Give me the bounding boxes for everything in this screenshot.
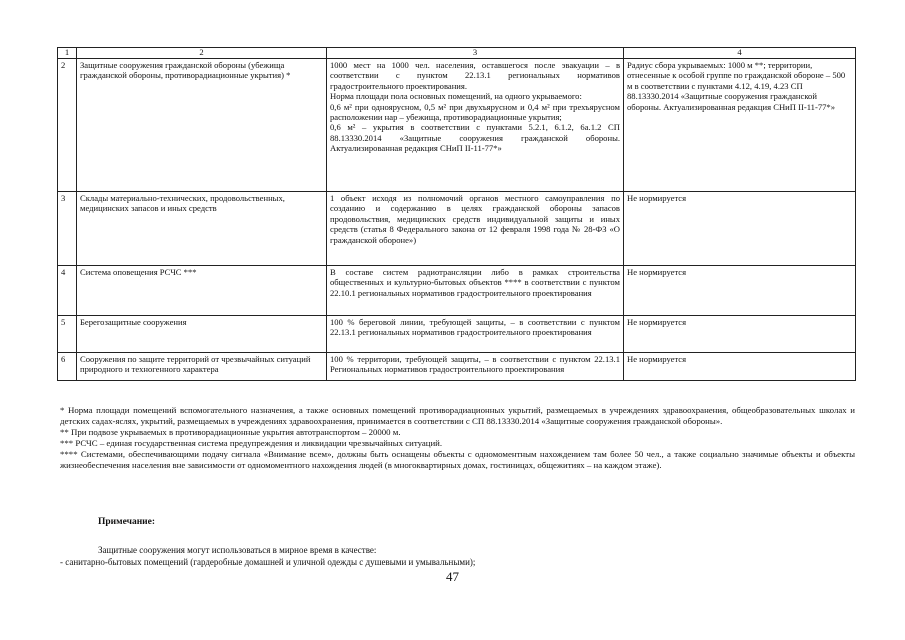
table-row xyxy=(58,59,856,192)
header-cell: 2 xyxy=(77,48,327,59)
radius-cell: Не нормируется xyxy=(624,316,856,353)
row-number: 2 xyxy=(58,59,77,192)
facility-name: Склады материально-технических, продовольственных, медицинских запасов и иных средств xyxy=(77,192,327,266)
header-row xyxy=(58,48,856,59)
row-number: 3 xyxy=(58,192,77,266)
norm-paragraph: Норма площади пола основных помещений, на одного укрываемого: xyxy=(330,91,582,102)
facility-name: Защитные сооружения гражданской обороны (убежища гражданской обороны, противорадиационные укрытия) * xyxy=(77,59,327,192)
row-number: 6 xyxy=(58,353,77,381)
norm-paragraph: 100 % территории, требующей защиты, – в соответствии с пунктом 22.13.1 Региональных нормативов градостроительного проектирования xyxy=(330,354,620,375)
table-row xyxy=(58,316,856,353)
header-cell: 4 xyxy=(624,48,856,59)
table-row xyxy=(58,266,856,316)
radius-cell: Радиус сбора укрываемых: 1000 м **; территории, отнесенные к особой группе по гражданской обороне – 500 м в соответствии с пунктами 4.12, 4.19, 4.23 СП 88.13330.2014 «Защитные сооружения гражданской обороны. Актуализированная редакция СНиП II-11-77*» xyxy=(624,59,856,192)
norm-paragraph: 1000 мест на 1000 чел. населения, оставшегося после эвакуации – в соответствии с пунктом 22.13.1 региональных нормативов градостроительного проектирования. xyxy=(330,60,620,91)
radius-cell: Не нормируется xyxy=(624,353,856,381)
norm-paragraph: 0,6 м² при одноярусном, 0,5 м² при двухъярусном и 0,4 м² при трехъярусном расположении нар – убежища, противорадиационные укрытия; xyxy=(330,101,620,123)
facility-name: Берегозащитные сооружения xyxy=(77,316,327,353)
norms-table xyxy=(57,47,856,381)
norm-cell xyxy=(327,59,624,192)
page-number: 47 xyxy=(446,569,459,584)
footnote: ** При подвозе укрываемых в противорадиационные укрытия автотранспортом – 20000 м. xyxy=(60,427,401,437)
note-list-item: - санитарно-бытовых помещений (гардеробные домашней и уличной одежды с душевыми и умывальными); xyxy=(60,557,476,567)
footnotes xyxy=(60,405,855,471)
facility-name: Система оповещения РСЧС *** xyxy=(77,266,327,316)
norm-paragraph: 1 объект исходя из полномочий органов местного самоуправления по созданию и содержанию в целях гражданской обороны запасов продовольствия, медицинских средств индивидуальной защиты и иных средств (статья 8 Федерального закона от 12 февраля 1998 года № 28-ФЗ «О гражданской обороне») xyxy=(330,193,620,245)
norm-cell xyxy=(327,266,624,316)
norm-cell xyxy=(327,316,624,353)
row-number: 5 xyxy=(58,316,77,353)
norm-cell xyxy=(327,353,624,381)
norm-paragraph: В составе систем радиотрансляции либо в рамках строительства общественных и культурно-бытовых объектов **** в соответствии с пунктом 22.10.1 региональных нормативов градостроительного проектирования xyxy=(330,267,620,298)
norm-cell xyxy=(327,192,624,266)
table-row xyxy=(58,353,856,381)
facility-name: Сооружения по защите территорий от чрезвычайных ситуаций природного и техногенного характера xyxy=(77,353,327,381)
footnote: **** Системами, обеспечивающими подачу сигнала «Внимание всем», должны быть оснащены объекты с одномоментным нахождением там более 50 чел., а также социально значимые объекты и объекты жизнеобеспечения населения вне зависимости от одномоментного нахождения людей (в многоквартирных домах, гостиницах, общежитиях – на каждом этаже). xyxy=(60,449,855,470)
footnote: * Норма площади помещений вспомогательного назначения, а также основных помещений противорадиационных укрытий, размещаемых в учреждениях здравоохранения, общеобразовательных школах и детских садах-яслях, укрытий, размещаемых в учреждениях здравоохранения, принимается в соответствии с СП 88.13330.2014 «Защитные сооружения гражданской обороны». xyxy=(60,405,855,426)
note-intro: Защитные сооружения могут использоваться в мирное время в качестве: xyxy=(98,545,377,555)
radius-cell: Не нормируется xyxy=(624,192,856,266)
row-number: 4 xyxy=(58,266,77,316)
header-cell: 1 xyxy=(58,48,77,59)
footnote: *** РСЧС – единая государственная система предупреждения и ликвидации чрезвычайных ситуаций. xyxy=(60,438,443,448)
header-cell: 3 xyxy=(327,48,624,59)
table-row xyxy=(58,192,856,266)
radius-cell: Не нормируется xyxy=(624,266,856,316)
note-heading: Примечание: xyxy=(98,517,156,527)
norm-paragraph: 100 % береговой линии, требующей защиты, – в соответствии с пунктом 22.13.1 региональных нормативов градостроительного проектирования xyxy=(330,317,620,338)
norm-paragraph: 0,6 м² – укрытия в соответствии с пунктами 5.2.1, 6.1.2, 6а.1.2 СП 88.13330.2014 «Защитные сооружения гражданской обороны. Актуализированная редакция СНиП II-11-77*» xyxy=(330,122,620,154)
